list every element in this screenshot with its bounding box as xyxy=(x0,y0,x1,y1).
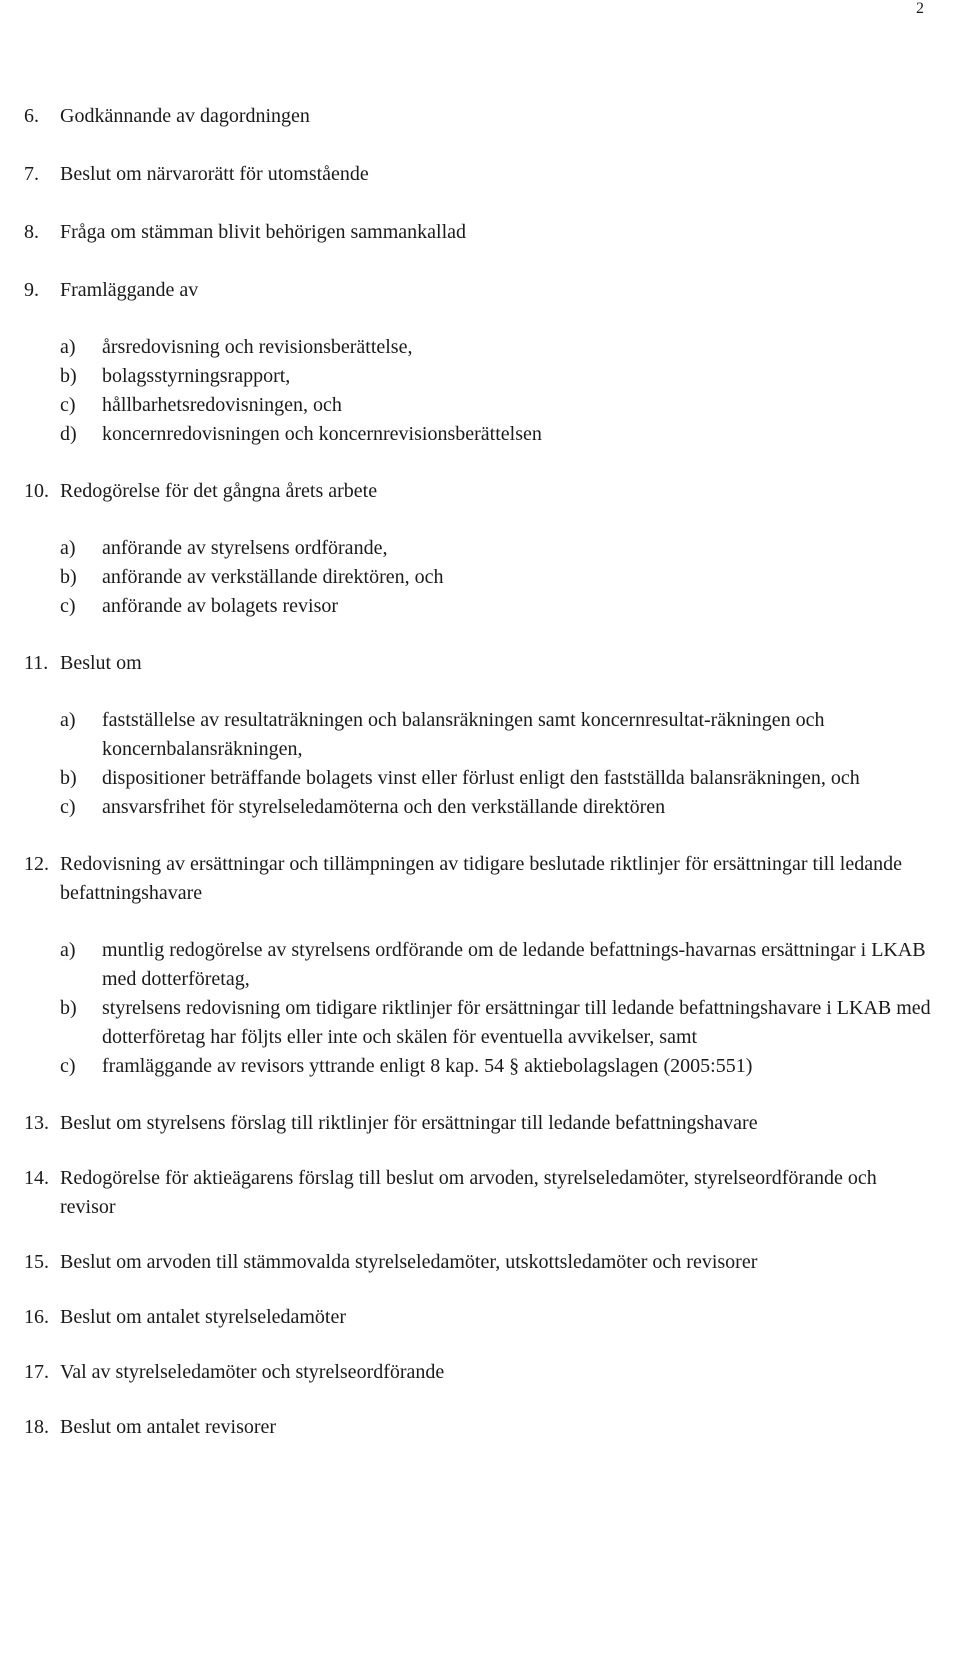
agenda-sublist xyxy=(24,706,934,822)
agenda-item xyxy=(24,477,934,621)
agenda-subitem xyxy=(24,391,934,420)
agenda-item-text: Beslut om arvoden till stämmovalda styrelseledamöter, utskottsledamöter och revisorer xyxy=(60,1251,758,1273)
agenda-item xyxy=(24,1109,934,1138)
agenda-item-number: 17. xyxy=(24,1361,49,1383)
agenda-subitem-text: bolagsstyrningsrapport, xyxy=(102,365,291,387)
agenda-item-text: Redogörelse för det gångna årets arbete xyxy=(60,480,378,502)
agenda-item-number: 18. xyxy=(24,1416,49,1438)
agenda-item-text: Fråga om stämman blivit behörigen sammankallad xyxy=(60,221,467,243)
agenda-subitem xyxy=(24,592,934,621)
agenda-item-number: 7. xyxy=(24,163,39,185)
agenda-item-number: 10. xyxy=(24,480,49,502)
agenda-subitem-letter: a) xyxy=(60,939,76,961)
agenda-subitem-letter: c) xyxy=(60,1055,76,1077)
agenda-subitem xyxy=(24,994,934,1052)
agenda-item xyxy=(24,850,934,1081)
agenda-subitem-text: fastställelse av resultaträkningen och balansräkningen samt koncernresultat-räkningen och koncernbalansräkningen, xyxy=(102,709,825,760)
agenda-item xyxy=(24,1303,934,1332)
agenda-item-text: Godkännande av dagordningen xyxy=(60,105,310,127)
agenda-item-text: Val av styrelseledamöter och styrelseordförande xyxy=(60,1361,445,1383)
agenda-item-number: 12. xyxy=(24,853,49,875)
agenda-item-text: Beslut om antalet styrelseledamöter xyxy=(60,1306,347,1328)
agenda-subitem-text: anförande av bolagets revisor xyxy=(102,595,339,617)
agenda-item-text: Redovisning av ersättningar och tillämpningen av tidigare beslutade riktlinjer för ersättningar till ledande befattningshavare xyxy=(60,853,902,904)
agenda-item-number: 9. xyxy=(24,279,39,301)
agenda-item-text: Beslut om styrelsens förslag till riktlinjer för ersättningar till ledande befattningshavare xyxy=(60,1112,758,1134)
agenda-subitem-text: hållbarhetsredovisningen, och xyxy=(102,394,342,416)
agenda-item-number: 15. xyxy=(24,1251,49,1273)
agenda-item xyxy=(24,160,934,189)
agenda-subitem xyxy=(24,420,934,449)
agenda-subitem-text: koncernredovisningen och koncernrevisionsberättelsen xyxy=(102,423,542,445)
agenda-item xyxy=(24,1358,934,1387)
agenda-item-number: 13. xyxy=(24,1112,49,1134)
agenda-subitem-text: framläggande av revisors yttrande enligt 8 kap. 54 § aktiebolagslagen (2005:551) xyxy=(102,1055,753,1077)
agenda-subitem-letter: a) xyxy=(60,537,76,559)
agenda-subitem xyxy=(24,534,934,563)
agenda-item-text: Framläggande av xyxy=(60,279,199,301)
agenda-item-text: Beslut om närvarorätt för utomstående xyxy=(60,163,369,185)
agenda-item-text: Redogörelse för aktieägarens förslag till beslut om arvoden, styrelseledamöter, styrelseordförande och revisor xyxy=(60,1167,877,1218)
agenda-item xyxy=(24,1248,934,1277)
agenda-subitem-letter: b) xyxy=(60,767,77,789)
agenda-item-number: 14. xyxy=(24,1167,49,1189)
agenda-item xyxy=(24,218,934,247)
agenda-subitem-letter: d) xyxy=(60,423,77,445)
agenda-subitem-text: muntlig redogörelse av styrelsens ordförande om de ledande befattnings-havarnas ersättningar i LKAB med dotterföretag, xyxy=(102,939,926,990)
page-number: 2 xyxy=(916,0,924,17)
agenda-item-number: 6. xyxy=(24,105,39,127)
agenda-item xyxy=(24,1164,934,1222)
agenda-subitem-text: anförande av styrelsens ordförande, xyxy=(102,537,388,559)
agenda-subitem-letter: b) xyxy=(60,997,77,1019)
agenda-sublist xyxy=(24,936,934,1081)
agenda-subitem-letter: a) xyxy=(60,709,76,731)
agenda-subitem xyxy=(24,1052,934,1081)
agenda-subitem-letter: a) xyxy=(60,336,76,358)
agenda-subitem xyxy=(24,333,934,362)
agenda-subitem xyxy=(24,764,934,793)
agenda-item xyxy=(24,102,934,131)
agenda-subitem xyxy=(24,936,934,994)
agenda-subitem-text: årsredovisning och revisionsberättelse, xyxy=(102,336,413,358)
agenda-subitem-text: styrelsens redovisning om tidigare riktlinjer för ersättningar till ledande befattningshavare i LKAB med dotterföretag har följts eller inte och skälen för eventuella avvikelser, samt xyxy=(102,997,931,1048)
agenda-item xyxy=(24,276,934,449)
agenda-subitem-letter: c) xyxy=(60,595,76,617)
agenda-item-number: 16. xyxy=(24,1306,49,1328)
agenda-subitem xyxy=(24,706,934,764)
agenda-subitem-letter: b) xyxy=(60,566,77,588)
agenda-item-text: Beslut om xyxy=(60,652,142,674)
agenda-item-number: 8. xyxy=(24,221,39,243)
agenda-subitem-letter: b) xyxy=(60,365,77,387)
agenda-sublist xyxy=(24,333,934,449)
agenda-subitem xyxy=(24,362,934,391)
agenda-subitem-text: anförande av verkställande direktören, och xyxy=(102,566,444,588)
agenda-item xyxy=(24,1413,934,1442)
agenda-subitem-letter: c) xyxy=(60,394,76,416)
agenda-list xyxy=(24,102,934,1442)
agenda-subitem xyxy=(24,793,934,822)
agenda-subitem xyxy=(24,563,934,592)
agenda-subitem-letter: c) xyxy=(60,796,76,818)
agenda-item-text: Beslut om antalet revisorer xyxy=(60,1416,277,1438)
agenda-item-number: 11. xyxy=(24,652,49,674)
agenda-sublist xyxy=(24,534,934,621)
agenda-subitem-text: ansvarsfrihet för styrelseledamöterna och den verkställande direktören xyxy=(102,796,666,818)
agenda-item xyxy=(24,649,934,822)
agenda-subitem-text: dispositioner beträffande bolagets vinst eller förlust enligt den fastställda balansräkningen, och xyxy=(102,767,860,789)
